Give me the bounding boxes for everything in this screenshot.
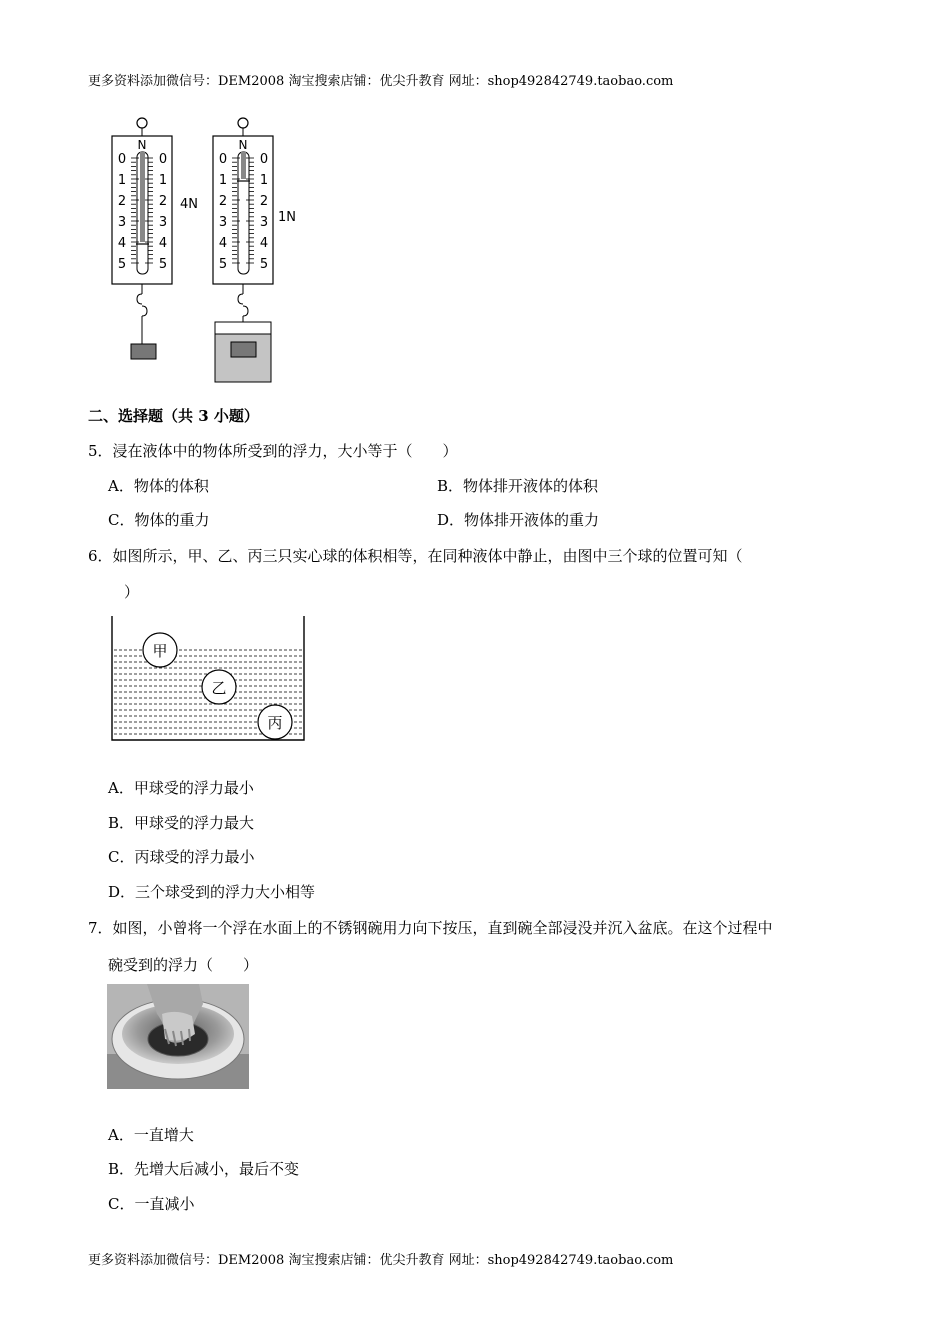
right-tick-5: 5	[218, 257, 228, 272]
balls-in-liquid-figure	[108, 612, 308, 744]
left-tick-r3: 3	[158, 215, 168, 230]
right-tick-r4: 4	[259, 236, 269, 251]
q5-option-a: A．物体的体积	[108, 477, 209, 495]
q7-option-a: A．一直增大	[108, 1126, 194, 1144]
left-tick-4: 4	[117, 236, 127, 251]
spring-scale-figure	[100, 112, 310, 388]
left-tick-r0: 0	[158, 152, 168, 167]
section-title: 二、选择题（共 3 小题）	[88, 407, 259, 425]
ball-jia-label: 甲	[152, 642, 168, 660]
question-6-stem-line1: 6．如图所示，甲、乙、丙三只实心球的体积相等，在同种液体中静止，由图中三个球的位置可知（	[88, 547, 743, 565]
q6-option-d: D．三个球受到的浮力大小相等	[108, 883, 316, 901]
left-tick-3: 3	[117, 215, 127, 230]
q7-option-c: C．一直减小	[108, 1195, 195, 1213]
right-tick-0: 0	[218, 152, 228, 167]
question-7-stem-line1: 7．如图，小曾将一个浮在水面上的不锈钢碗用力向下按压，直到碗全部浸没并沉入盆底。在这个过程中	[88, 919, 773, 937]
right-tick-r1: 1	[259, 173, 269, 188]
left-tick-r5: 5	[158, 257, 168, 272]
bowl-press-photo	[107, 984, 249, 1089]
q6-option-b: B．甲球受的浮力最大	[108, 814, 255, 832]
beaker-water	[215, 334, 271, 382]
left-spring-scale	[112, 118, 198, 359]
right-tick-4: 4	[218, 236, 228, 251]
right-tick-2: 2	[218, 194, 228, 209]
page-footer: 更多资料添加微信号：DEM2008 淘宝搜索店铺：优尖升教育 网址：shop492842749.taobao.com	[88, 1253, 674, 1268]
right-tick-1: 1	[218, 173, 228, 188]
q5-option-b: B．物体排开液体的体积	[437, 477, 599, 495]
left-tick-r4: 4	[158, 236, 168, 251]
right-tick-3: 3	[218, 215, 228, 230]
left-reading-label: 4N	[180, 197, 198, 212]
q5-option-c: C．物体的重力	[108, 511, 210, 529]
question-7-stem-line2: 碗受到的浮力（ ）	[108, 956, 259, 974]
right-tick-r3: 3	[259, 215, 269, 230]
q6-option-a: A．甲球受的浮力最小	[108, 779, 254, 797]
q7-option-b: B．先增大后减小，最后不变	[108, 1160, 300, 1178]
right-reading-label: 1N	[278, 210, 296, 225]
right-tick-r0: 0	[259, 152, 269, 167]
left-tick-2: 2	[117, 194, 127, 209]
left-tick-5: 5	[117, 257, 127, 272]
left-tick-1: 1	[117, 173, 127, 188]
left-tick-r1: 1	[158, 173, 168, 188]
q5-option-d: D．物体排开液体的重力	[437, 511, 600, 529]
page-header: 更多资料添加微信号：DEM2008 淘宝搜索店铺：优尖升教育 网址：shop492842749.taobao.com	[88, 74, 674, 89]
right-spring-scale	[213, 118, 296, 382]
question-6-stem-line2: ）	[124, 583, 140, 601]
ball-yi-label: 乙	[211, 679, 227, 697]
left-scale-unit: N	[137, 138, 147, 152]
right-scale-unit: N	[238, 138, 248, 152]
right-weight-block	[231, 342, 256, 357]
q6-option-c: C．丙球受的浮力最小	[108, 848, 255, 866]
question-5-stem: 5．浸在液体中的物体所受到的浮力，大小等于（ ）	[88, 442, 458, 460]
right-tick-r5: 5	[259, 257, 269, 272]
left-tick-0: 0	[117, 152, 127, 167]
left-weight-block	[131, 344, 156, 359]
left-tick-r2: 2	[158, 194, 168, 209]
ball-bing-label: 丙	[267, 714, 283, 732]
right-tick-r2: 2	[259, 194, 269, 209]
